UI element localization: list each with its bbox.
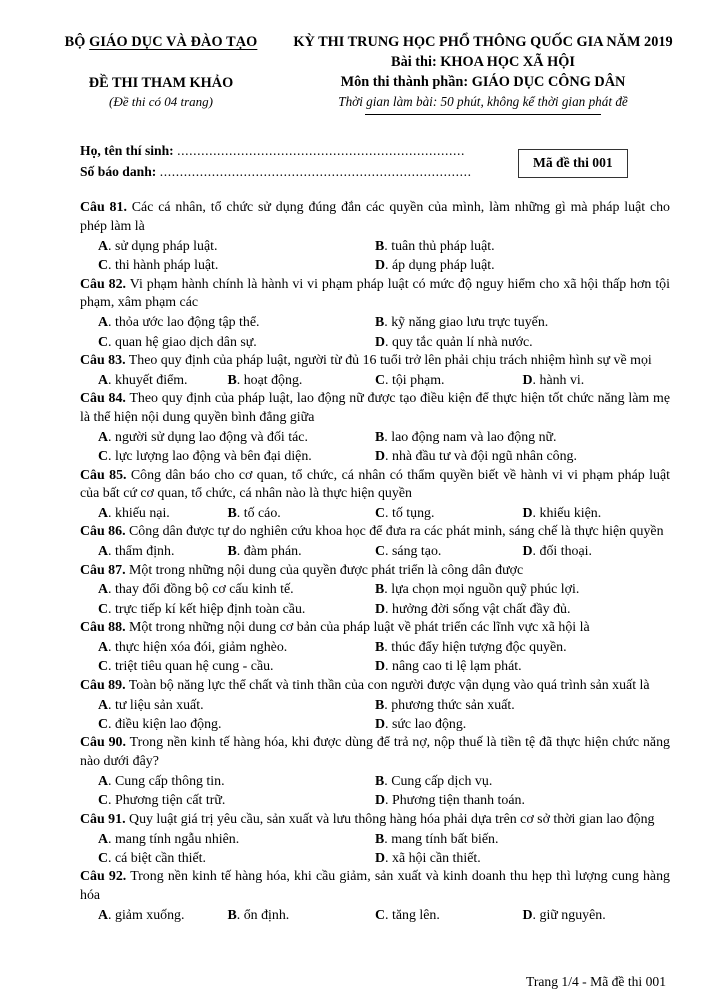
option-label: C — [375, 505, 386, 521]
candidate-id-input[interactable]: .............................................................................. — [159, 163, 472, 179]
question-number: Câu 82. — [80, 276, 127, 292]
option-text: nhà đầu tư và đội ngũ nhân công. — [392, 449, 577, 465]
option-row — [80, 772, 670, 791]
question-stem — [80, 467, 670, 504]
option-text: Cung cấp dịch vụ. — [391, 773, 493, 789]
question-item — [80, 562, 670, 620]
option-label: B — [227, 372, 237, 388]
option-text: thay đổi đồng bộ cơ cấu kinh tế. — [115, 582, 294, 598]
option-text: lực lượng lao động và bên đại diện. — [115, 449, 312, 465]
option-text: trực tiếp kí kết hiệp định toàn cầu. — [115, 601, 306, 617]
answer-option[interactable]: A. thay đổi đồng bộ cơ cấu kinh tế. — [98, 582, 294, 598]
question-stem — [80, 562, 670, 581]
answer-option[interactable]: A. Cung cấp thông tin. — [98, 773, 225, 789]
answer-option[interactable]: B. kỹ năng giao lưu trực tuyến. — [375, 315, 549, 331]
option-text: đối thoại. — [539, 544, 592, 560]
option-label: A — [98, 238, 109, 254]
candidate-info-block — [36, 141, 674, 182]
question-number: Câu 86. — [80, 524, 126, 540]
answer-option[interactable]: B. tuân thủ pháp luật. — [375, 238, 495, 254]
option-row — [80, 600, 670, 619]
option-label: A — [98, 582, 109, 598]
candidate-name-input[interactable]: ........................................................................ — [177, 143, 465, 158]
option-text: kỹ năng giao lưu trực tuyến. — [391, 315, 549, 331]
option-text: khuyết điểm. — [115, 372, 188, 388]
answer-option[interactable]: C. quan hệ giao dịch dân sự. — [98, 334, 257, 350]
option-text: tư liệu sản xuất. — [115, 697, 204, 713]
option-label: D — [375, 851, 386, 866]
candidate-id-label: Số báo danh: — [80, 163, 157, 179]
option-label: D — [522, 505, 533, 521]
exam-time-note: Thời gian làm bài: 50 phút, không kể thời gian phát đề — [338, 94, 628, 109]
question-number: Câu 83. — [80, 353, 126, 368]
option-text: áp dụng pháp luật. — [392, 258, 495, 274]
answer-option[interactable]: D. hành vi. — [522, 372, 585, 388]
option-label: B — [227, 907, 237, 923]
option-row — [80, 237, 670, 256]
question-item — [80, 276, 670, 352]
answer-option[interactable]: A. tư liệu sản xuất. — [98, 697, 204, 713]
question-item — [80, 734, 670, 810]
answer-option[interactable]: B. đàm phán. — [227, 544, 302, 560]
option-label: D — [522, 544, 533, 560]
option-text: giữ nguyên. — [539, 907, 606, 923]
question-number: Câu 84. — [80, 391, 126, 407]
option-text: tăng lên. — [392, 907, 440, 923]
option-label: A — [98, 831, 109, 847]
question-item — [80, 677, 670, 735]
question-number: Câu 81. — [80, 200, 127, 216]
question-item — [80, 811, 670, 869]
option-text: tuân thủ pháp luật. — [391, 238, 495, 254]
answer-option[interactable]: B. ổn định. — [227, 907, 290, 923]
page-footer: Trang 1/4 - Mã đề thi 001 — [526, 974, 666, 989]
option-text: lao động nam và lao động nữ. — [391, 429, 557, 445]
question-item — [80, 523, 670, 561]
question-text: Theo quy định của pháp luật, lao động nữ được tạo điều kiện để thực hiện tốt chức năng làm mẹ là thể hiện nội dung quyền bình đẳng giữa — [80, 391, 670, 425]
answer-option[interactable]: C. tội phạm. — [375, 372, 445, 388]
option-row — [80, 791, 670, 810]
option-label: D — [375, 449, 386, 465]
option-row — [80, 906, 670, 925]
answer-option[interactable]: B. tố cáo. — [227, 505, 281, 521]
answer-option[interactable]: C. thi hành pháp luật. — [98, 258, 219, 274]
question-text: Theo quy định của pháp luật, người từ đủ 16 tuổi trở lên phải chịu trách nhiệm hình sự về mọi — [128, 353, 652, 368]
question-item — [80, 619, 670, 677]
answer-option[interactable]: D. khiếu kiện. — [522, 505, 602, 521]
option-text: sáng tạo. — [392, 544, 442, 560]
option-text: thúc đẩy hiện tượng độc quyền. — [391, 639, 567, 655]
question-item — [80, 390, 670, 466]
option-text: phương thức sản xuất. — [391, 697, 515, 713]
option-label: C — [98, 851, 109, 866]
question-stem — [80, 619, 670, 638]
option-row — [80, 447, 670, 466]
answer-option[interactable]: C. sáng tạo. — [375, 544, 442, 560]
exam-group: Bài thi: KHOA HỌC XÃ HỘI — [391, 54, 575, 70]
option-row — [80, 696, 670, 715]
option-text: Phương tiện thanh toán. — [392, 793, 525, 809]
option-text: thẩm định. — [115, 544, 175, 560]
option-label: A — [98, 544, 109, 560]
answer-option[interactable]: A. thực hiện xóa đói, giảm nghèo. — [98, 639, 288, 655]
answer-option[interactable]: C. tăng lên. — [375, 907, 440, 923]
option-label: B — [375, 773, 385, 789]
option-label: B — [375, 429, 385, 445]
questions-list — [36, 199, 674, 925]
question-number: Câu 88. — [80, 620, 126, 636]
candidate-name-label: Họ, tên thí sinh: — [80, 143, 174, 158]
option-text: hưởng đời sống vật chất đầy đủ. — [392, 601, 571, 617]
option-label: C — [98, 601, 109, 617]
option-text: thi hành pháp luật. — [115, 258, 219, 274]
question-text: Các cá nhân, tổ chức sử dụng đúng đắn các quyền của mình, làm những gì mà pháp luật cho phép làm là — [80, 200, 670, 235]
answer-option[interactable]: C. điều kiện lao động. — [98, 717, 222, 733]
option-text: hành vi. — [539, 372, 585, 388]
answer-option[interactable]: D. Phương tiện thanh toán. — [375, 793, 525, 809]
question-text: Một trong những nội dung của quyền được phát triển là công dân được — [129, 562, 524, 578]
question-stem — [80, 276, 670, 313]
option-row — [80, 428, 670, 447]
answer-option[interactable]: A. sử dụng pháp luật. — [98, 238, 218, 254]
exam-code-box: Mã đề thi 001 — [518, 149, 628, 178]
option-label: B — [227, 544, 237, 560]
option-label: B — [375, 582, 385, 598]
option-row — [80, 657, 670, 676]
answer-option[interactable]: C. cá biệt cần thiết. — [98, 851, 207, 866]
question-number: Câu 91. — [80, 811, 126, 827]
question-item — [80, 352, 670, 390]
option-label: C — [98, 793, 109, 809]
exam-reference-label: ĐỀ THI THAM KHẢO — [88, 75, 234, 91]
question-stem — [80, 868, 670, 905]
option-row — [80, 638, 670, 657]
time-note-underline — [365, 114, 601, 115]
answer-option[interactable]: D. nâng cao ti lệ lạm phát. — [375, 659, 522, 675]
answer-option[interactable]: A. người sử dụng lao động và đối tác. — [98, 429, 308, 445]
option-text: đàm phán. — [243, 544, 302, 560]
answer-option[interactable]: B. Cung cấp dịch vụ. — [375, 773, 493, 789]
option-text: xã hội cần thiết. — [392, 851, 481, 866]
exam-subject: Môn thi thành phần: GIÁO DỤC CÔNG DÂN — [340, 74, 626, 90]
option-label: B — [375, 315, 385, 331]
question-number: Câu 92. — [80, 869, 127, 885]
option-text: nâng cao ti lệ lạm phát. — [392, 659, 522, 675]
question-stem — [80, 199, 670, 236]
answer-option[interactable]: D. giữ nguyên. — [522, 907, 606, 923]
answer-option[interactable]: C. trực tiếp kí kết hiệp định toàn cầu. — [98, 601, 306, 617]
answer-option[interactable]: B. thúc đẩy hiện tượng độc quyền. — [375, 639, 567, 655]
answer-option[interactable]: C. tố tụng. — [375, 505, 435, 521]
question-text: Công dân báo cho cơ quan, tổ chức, cá nhân có thẩm quyền biết về hành vi vi phạm pháp luật của bất cứ cơ quan, tổ chức, cá nhân nào là thực hiện quyền — [80, 467, 670, 502]
answer-option[interactable]: D. xã hội cần thiết. — [375, 851, 481, 866]
answer-option[interactable]: B. lao động nam và lao động nữ. — [375, 429, 557, 445]
question-item — [80, 868, 670, 925]
option-text: sử dụng pháp luật. — [115, 238, 218, 254]
exam-title: KỲ THI TRUNG HỌC PHỔ THÔNG QUỐC GIA NĂM 2019 — [293, 34, 673, 50]
question-stem — [80, 811, 670, 830]
option-label: B — [375, 697, 385, 713]
option-label: C — [375, 372, 386, 388]
option-text: khiếu kiện. — [539, 505, 602, 521]
option-label: B — [375, 639, 385, 655]
option-text: lựa chọn mọi nguồn quỹ phúc lợi. — [391, 582, 580, 598]
option-text: cá biệt cần thiết. — [115, 851, 207, 866]
option-label: C — [98, 334, 109, 350]
option-text: khiếu nại. — [115, 505, 170, 521]
header-left-block — [36, 34, 286, 110]
option-row — [80, 333, 670, 352]
question-item — [80, 467, 670, 524]
option-label: B — [227, 505, 237, 521]
option-label: A — [98, 697, 109, 713]
option-text: tố tụng. — [392, 505, 435, 521]
option-text: giảm xuống. — [115, 907, 185, 923]
question-text: Vi phạm hành chính là hành vi vi phạm pháp luật có mức độ nguy hiểm cho xã hội thấp hơn tội phạm, xâm phạm các — [80, 276, 670, 311]
option-row — [80, 504, 670, 523]
document-header — [36, 0, 674, 115]
answer-option[interactable]: A. khiếu nại. — [98, 505, 170, 521]
candidate-name-row — [80, 141, 500, 162]
answer-option[interactable]: B. mang tính bất biến. — [375, 831, 499, 847]
option-text: thỏa ước lao động tập thể. — [115, 315, 260, 331]
question-stem — [80, 523, 670, 542]
answer-option[interactable]: D. hưởng đời sống vật chất đầy đủ. — [375, 601, 571, 617]
question-text: Công dân được tự do nghiên cứu khoa học để đưa ra các phát minh, sáng chế là thực hiện quyền — [129, 524, 664, 540]
answer-option[interactable]: D. nhà đầu tư và đội ngũ nhân công. — [375, 449, 577, 465]
option-text: tội phạm. — [392, 372, 445, 388]
question-stem — [80, 390, 670, 427]
pages-note: (Đề thi có 04 trang) — [109, 94, 213, 109]
question-text: Toàn bộ năng lực thể chất và tinh thần của con người được vận dụng vào quá trình sản xuất là — [128, 677, 650, 693]
candidate-fields — [80, 141, 500, 182]
option-label: D — [375, 601, 386, 617]
answer-option[interactable]: C. Phương tiện cất trữ. — [98, 793, 226, 809]
option-row — [80, 542, 670, 561]
answer-option[interactable]: B. phương thức sản xuất. — [375, 697, 515, 713]
answer-option[interactable]: A. khuyết điểm. — [98, 372, 188, 388]
question-text: Trong nền kinh tế hàng hóa, khi cầu giảm, sản xuất và kinh doanh thu hẹp thì lượng cung hàng hóa — [80, 869, 670, 904]
option-label: A — [98, 773, 109, 789]
option-text: quan hệ giao dịch dân sự. — [115, 334, 257, 350]
option-row — [80, 313, 670, 332]
answer-option[interactable]: A. thẩm định. — [98, 544, 175, 560]
answer-option[interactable]: B. hoạt động. — [227, 372, 303, 388]
answer-option[interactable]: D. áp dụng pháp luật. — [375, 258, 495, 274]
option-label: C — [98, 449, 109, 465]
option-text: Phương tiện cất trữ. — [115, 793, 226, 809]
option-text: ổn định. — [243, 907, 290, 923]
option-text: quy tắc quản lí nhà nước. — [392, 334, 533, 350]
option-text: thực hiện xóa đói, giảm nghèo. — [115, 639, 288, 655]
question-number: Câu 89. — [80, 677, 126, 693]
question-number: Câu 87. — [80, 562, 126, 578]
option-text: điều kiện lao động. — [115, 717, 222, 733]
answer-option[interactable]: A. mang tính ngẫu nhiên. — [98, 831, 240, 847]
option-label: D — [375, 659, 386, 675]
answer-option[interactable]: D. sức lao động. — [375, 717, 467, 733]
option-label: C — [98, 659, 109, 675]
exam-code-wrap — [500, 141, 674, 178]
option-label: C — [98, 717, 109, 733]
question-stem — [80, 677, 670, 696]
option-label: A — [98, 429, 109, 445]
answer-option[interactable]: C. lực lượng lao động và bên đại diện. — [98, 449, 312, 465]
ministry-prefix: BỘ — [64, 34, 90, 50]
ministry-name — [36, 34, 286, 51]
question-text: Quy luật giá trị yêu cầu, sản xuất và lưu thông hàng hóa phải dựa trên cơ sở thời gian lao động — [129, 811, 655, 827]
option-label: D — [375, 793, 386, 809]
answer-option[interactable]: A. giảm xuống. — [98, 907, 185, 923]
answer-option[interactable]: D. quy tắc quản lí nhà nước. — [375, 334, 533, 350]
answer-option[interactable]: D. đối thoại. — [522, 544, 592, 560]
question-item — [80, 199, 670, 275]
option-label: C — [375, 907, 386, 923]
candidate-id-row — [80, 162, 500, 183]
option-label: A — [98, 639, 109, 655]
question-text: Trong nền kinh tế hàng hóa, khi được dùng để trả nợ, nộp thuế là tiền tệ đã thực hiện chức năng nào dưới đây? — [80, 735, 670, 770]
option-label: D — [522, 372, 533, 388]
option-text: sức lao động. — [392, 717, 467, 733]
option-text: mang tính ngẫu nhiên. — [115, 831, 240, 847]
question-number: Câu 85. — [80, 467, 127, 483]
question-text: Một trong những nội dung cơ bản của pháp luật về phát triển các lĩnh vực xã hội là — [129, 620, 590, 636]
question-stem — [80, 734, 670, 771]
option-row — [80, 256, 670, 275]
question-stem — [80, 352, 670, 371]
option-label: D — [375, 334, 386, 350]
option-label: A — [98, 315, 109, 331]
option-row — [80, 715, 670, 734]
option-label: C — [98, 258, 109, 274]
option-row — [80, 580, 670, 599]
option-row — [80, 830, 670, 849]
option-label: D — [375, 258, 386, 274]
option-text: Cung cấp thông tin. — [115, 773, 225, 789]
option-label: C — [375, 544, 386, 560]
answer-option[interactable]: B. lựa chọn mọi nguồn quỹ phúc lợi. — [375, 582, 580, 598]
option-label: D — [375, 717, 386, 733]
option-label: D — [522, 907, 533, 923]
header-right-block — [286, 34, 674, 115]
option-text: hoạt động. — [243, 372, 303, 388]
question-number: Câu 90. — [80, 735, 126, 751]
answer-option[interactable]: C. triệt tiêu quan hệ cung - cầu. — [98, 659, 274, 675]
option-text: triệt tiêu quan hệ cung - cầu. — [115, 659, 274, 675]
answer-option[interactable]: A. thỏa ước lao động tập thể. — [98, 315, 260, 331]
option-label: B — [375, 831, 385, 847]
option-text: mang tính bất biến. — [391, 831, 499, 847]
option-text: người sử dụng lao động và đối tác. — [115, 429, 308, 445]
option-label: A — [98, 505, 109, 521]
option-label: A — [98, 372, 109, 388]
option-label: A — [98, 907, 109, 923]
option-row — [80, 849, 670, 868]
option-label: B — [375, 238, 385, 254]
ministry-underlined-part: GIÁO DỤC VÀ ĐÀO TẠO — [89, 34, 258, 50]
option-text: tố cáo. — [243, 505, 281, 521]
option-row — [80, 371, 670, 390]
